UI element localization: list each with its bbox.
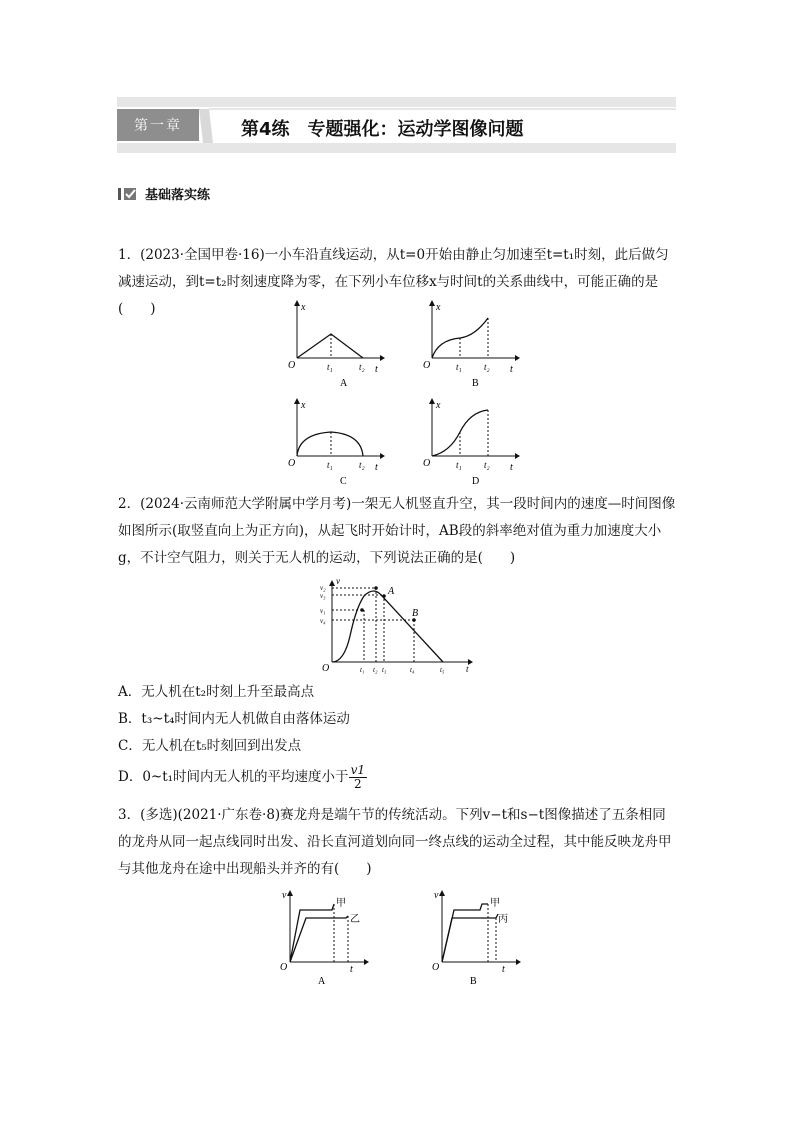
origin-label: O bbox=[322, 663, 330, 674]
tick-v3: v₃ bbox=[320, 592, 326, 600]
checkbox-icon bbox=[118, 187, 140, 201]
tick-t1: t₁ bbox=[360, 666, 365, 674]
tick-t2: t₂ bbox=[484, 460, 490, 470]
tick-t2: t₂ bbox=[359, 362, 365, 372]
axis-t-label: t bbox=[350, 964, 353, 975]
boat-bing-label: 丙 bbox=[498, 914, 508, 925]
q2-option-d bbox=[118, 764, 367, 791]
axis-t-label: t bbox=[375, 364, 378, 375]
q2-option-b: B．t₃~t₄时间内无人机做自由落体运动 bbox=[118, 711, 350, 727]
q1-graph-d bbox=[420, 396, 520, 488]
q3-graph-a bbox=[278, 888, 388, 988]
origin-label: O bbox=[423, 458, 431, 469]
question-1-text: 1．(2023·全国甲卷·16)一小车沿直线运动，从t=0开始由静止匀加速至t=t₁时刻，此后做匀减速运动，到t=t₂时刻速度降为零，在下列小车位移x与时间t的关系曲线中，可能正确的是( ) bbox=[118, 247, 669, 317]
tick-v2: v₂ bbox=[320, 584, 326, 592]
tick-t3: t₃ bbox=[382, 666, 387, 674]
q2-option-a: A．无人机在t₂时刻上升至最高点 bbox=[118, 684, 315, 700]
axis-v-label: v bbox=[434, 890, 439, 901]
axis-x-label: x bbox=[301, 400, 306, 411]
q1-graph-c bbox=[285, 396, 385, 488]
axis-t-label: t bbox=[510, 462, 513, 473]
q1-graph-b bbox=[420, 298, 520, 390]
graph-caption-b: B bbox=[470, 976, 477, 987]
graph-caption-a: A bbox=[318, 976, 326, 987]
q1-graph-a bbox=[285, 298, 385, 390]
tick-t1: t₁ bbox=[456, 460, 462, 470]
q3-graph-b bbox=[430, 888, 540, 988]
section-label: 基础落实练 bbox=[145, 188, 211, 203]
page-title: 第4练 专题强化：运动学图像问题 bbox=[241, 119, 524, 140]
origin-label: O bbox=[423, 360, 431, 371]
q2-vt-graph bbox=[318, 576, 474, 674]
graph-caption-a: A bbox=[340, 378, 348, 389]
fraction-denominator: 2 bbox=[353, 777, 362, 791]
header-bar bbox=[117, 97, 676, 153]
axis-t-label: t bbox=[375, 462, 378, 473]
question-2-text: 2．(2024·云南师范大学附属中学月考)一架无人机竖直升空，其一段时间内的速度—时间图像如图所示(取竖直向上为正方向)，从起飞时开始计时，AB段的斜率绝对值为重力加速度大小g，不计空气阻力，则关于无人机的运动，下列说法正确的是( ) bbox=[118, 496, 676, 566]
section-heading bbox=[118, 184, 210, 203]
graph-caption-c: C bbox=[340, 476, 347, 487]
tick-t4: t₄ bbox=[410, 666, 415, 674]
origin-label: O bbox=[280, 962, 288, 973]
q2-option-d-text: D．0~t₁时间内无人机的平均速度小于 bbox=[118, 769, 349, 785]
tick-t1: t₁ bbox=[327, 362, 333, 372]
axis-x-label: x bbox=[436, 302, 441, 313]
axis-t-label: t bbox=[502, 964, 505, 975]
axis-x-label: x bbox=[301, 302, 306, 313]
tick-t2: t₂ bbox=[359, 460, 365, 470]
axis-v-label: v bbox=[282, 890, 287, 901]
boat-jia-label: 甲 bbox=[336, 898, 346, 909]
graph-caption-b: B bbox=[472, 378, 479, 389]
origin-label: O bbox=[432, 962, 440, 973]
q2-option-c: C．无人机在t₅时刻回到出发点 bbox=[118, 738, 302, 754]
axis-v-label: v bbox=[336, 576, 340, 586]
boat-yi-label: 乙 bbox=[350, 914, 360, 925]
fraction bbox=[349, 764, 367, 791]
graph-caption-d: D bbox=[472, 476, 480, 487]
axis-t-label: t bbox=[466, 664, 469, 674]
point-b-label: B bbox=[412, 608, 419, 619]
chapter-label: 第一章 bbox=[117, 109, 199, 141]
question-3-text: 3．(多选)(2021·广东卷·8)赛龙舟是端午节的传统活动。下列v−t和s−t图像描述了五条相同的龙舟从同一起点线同时出发、沿长直河道划向同一终点线的运动全过程，其中能反映龙舟甲与其他龙舟在途中出现船头并齐的有( ) bbox=[118, 807, 672, 877]
origin-label: O bbox=[288, 360, 296, 371]
tick-t5: t₅ bbox=[440, 666, 445, 674]
boat-jia-label: 甲 bbox=[490, 898, 500, 909]
tick-t2: t₂ bbox=[373, 666, 378, 674]
axis-x-label: x bbox=[436, 400, 441, 411]
axis-t-label: t bbox=[510, 364, 513, 375]
fraction-numerator: v1 bbox=[350, 763, 365, 777]
tick-v4: v₄ bbox=[320, 617, 326, 625]
point-a-label: A bbox=[388, 586, 395, 597]
tick-v1: v₁ bbox=[320, 607, 326, 615]
tick-t1: t₁ bbox=[456, 362, 462, 372]
tick-t2: t₂ bbox=[484, 362, 490, 372]
origin-label: O bbox=[288, 458, 296, 469]
tick-t1: t₁ bbox=[327, 460, 333, 470]
